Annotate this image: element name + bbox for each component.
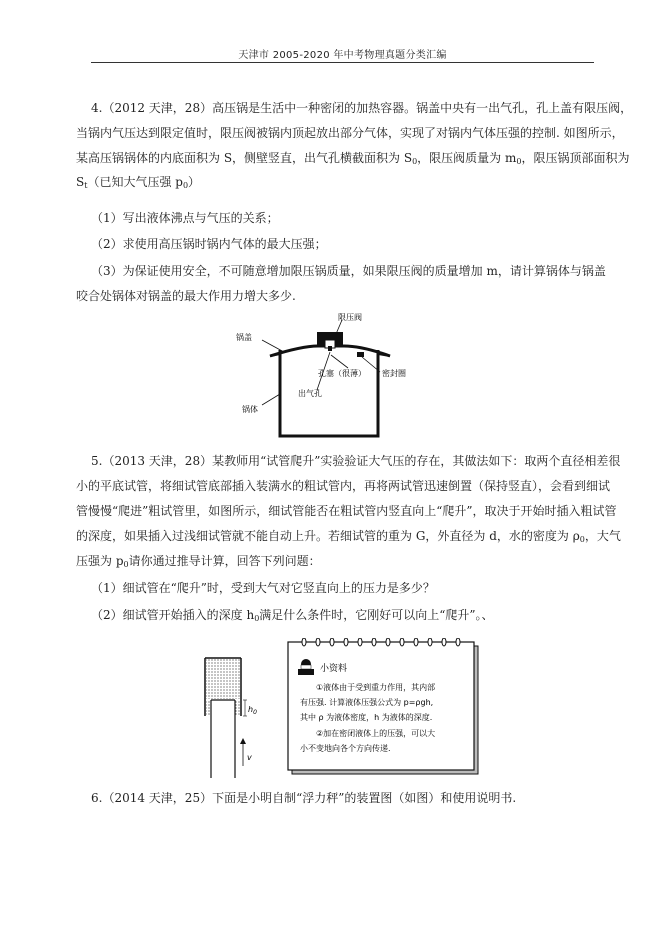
q4-line-4: $S_t$（已知大气压强 $p_0$） [76, 175, 201, 190]
header-rule [91, 62, 594, 63]
q6-line-1: 6.（2014 天津，25）下面是小明自制“浮力秤”的装置图（如图）和使用说明书. [91, 791, 517, 805]
label-body: 锅体 [242, 405, 258, 414]
label-vent: 出气孔 [298, 389, 322, 398]
velocity-label: v [247, 753, 252, 762]
q4-sub-1: （1）写出液体沸点与气压的关系； [91, 211, 279, 225]
label-hole-plug: 孔塞（很薄） [318, 369, 366, 378]
h0-label: $h_0$ [248, 705, 257, 716]
q5-line-5: 压强为 $p_0$请你通过推导计算，回答下列问题： [76, 554, 321, 569]
card-line-2: 有压强. 计算液体压强公式为 p=ρgh, [300, 698, 434, 707]
card-title: 小资料 [320, 664, 348, 674]
q5-line-2: 小的平底试管，将细试管底部插入装满水的粗试管内，再将两试管迅速倒置（保持竖直），会看到细试 [76, 479, 611, 493]
info-card [286, 638, 482, 778]
label-valve: 限压阀 [338, 313, 362, 322]
card-line-1: ①液体由于受到重力作用，其内部 [316, 683, 436, 692]
q4-line-1: 4.（2012 天津，28）高压锅是生活中一种密闭的加热容器。锅盖中央有一出气孔，孔上盖有限压阀， [91, 101, 633, 115]
card-line-5: 小不变地向各个方向传递. [300, 744, 391, 753]
q5-line-1: 5.（2013 天津，28）某教师用“试管爬升”实验验证大气压的存在，其做法如下：取两个直径相差很 [91, 454, 621, 468]
q5-sub-1: （1）细试管在“爬升”时，受到大气对它竖直向上的压力是多少？ [91, 581, 435, 595]
label-seal: 密封圈 [382, 369, 406, 378]
label-lid: 锅盖 [236, 333, 252, 342]
q4-sub-2: （2）求使用高压锅时锅内气体的最大压强； [91, 237, 327, 251]
q5-sub-2: （2）细试管开始插入的深度 $h_0$满足什么条件时，它刚好可以向上“爬升”。、 [91, 608, 494, 623]
card-line-3: 其中 ρ 为液体密度，h 为液体的深度. [300, 713, 433, 722]
test-tube-figure [193, 656, 263, 780]
q4-line-3: 某高压锅锅体的内底面积为 S，侧壁竖直，出气孔横截面积为 $S_0$，限压阀质量为 $m_0$，限压锅顶部面积为 [76, 151, 630, 166]
q5-line-3: 管慢慢“爬进”粗试管里，如图所示，细试管能否在粗试管内竖直向上“爬升”，取决于开始时插入粗试管 [76, 504, 617, 518]
pressure-cooker-figure [232, 310, 422, 445]
card-line-4: ②加在密闭液体上的压强，可以大 [316, 729, 436, 738]
q4-line-2: 当锅内气压达到限定值时，限压阀被锅内顶起放出部分气体，实现了对锅内气体压强的控制. 如图所示， [76, 126, 624, 140]
q4-sub-3b: 咬合处锅体对锅盖的最大作用力增大多少. [76, 289, 296, 303]
q5-line-4: 的深度，如果插入过浅细试管就不能自动上升。若细试管的重为 G，外直径为 d，水的密度为 $\rho_0$，大气 [76, 529, 621, 544]
page-header: 天津市 2005-2020 年中考物理真题分类汇编 [238, 50, 447, 61]
q4-sub-3a: （3）为保证使用安全，不可随意增加限压锅质量，如果限压阀的质量增加 m，请计算锅体与锅盖 [91, 264, 606, 278]
